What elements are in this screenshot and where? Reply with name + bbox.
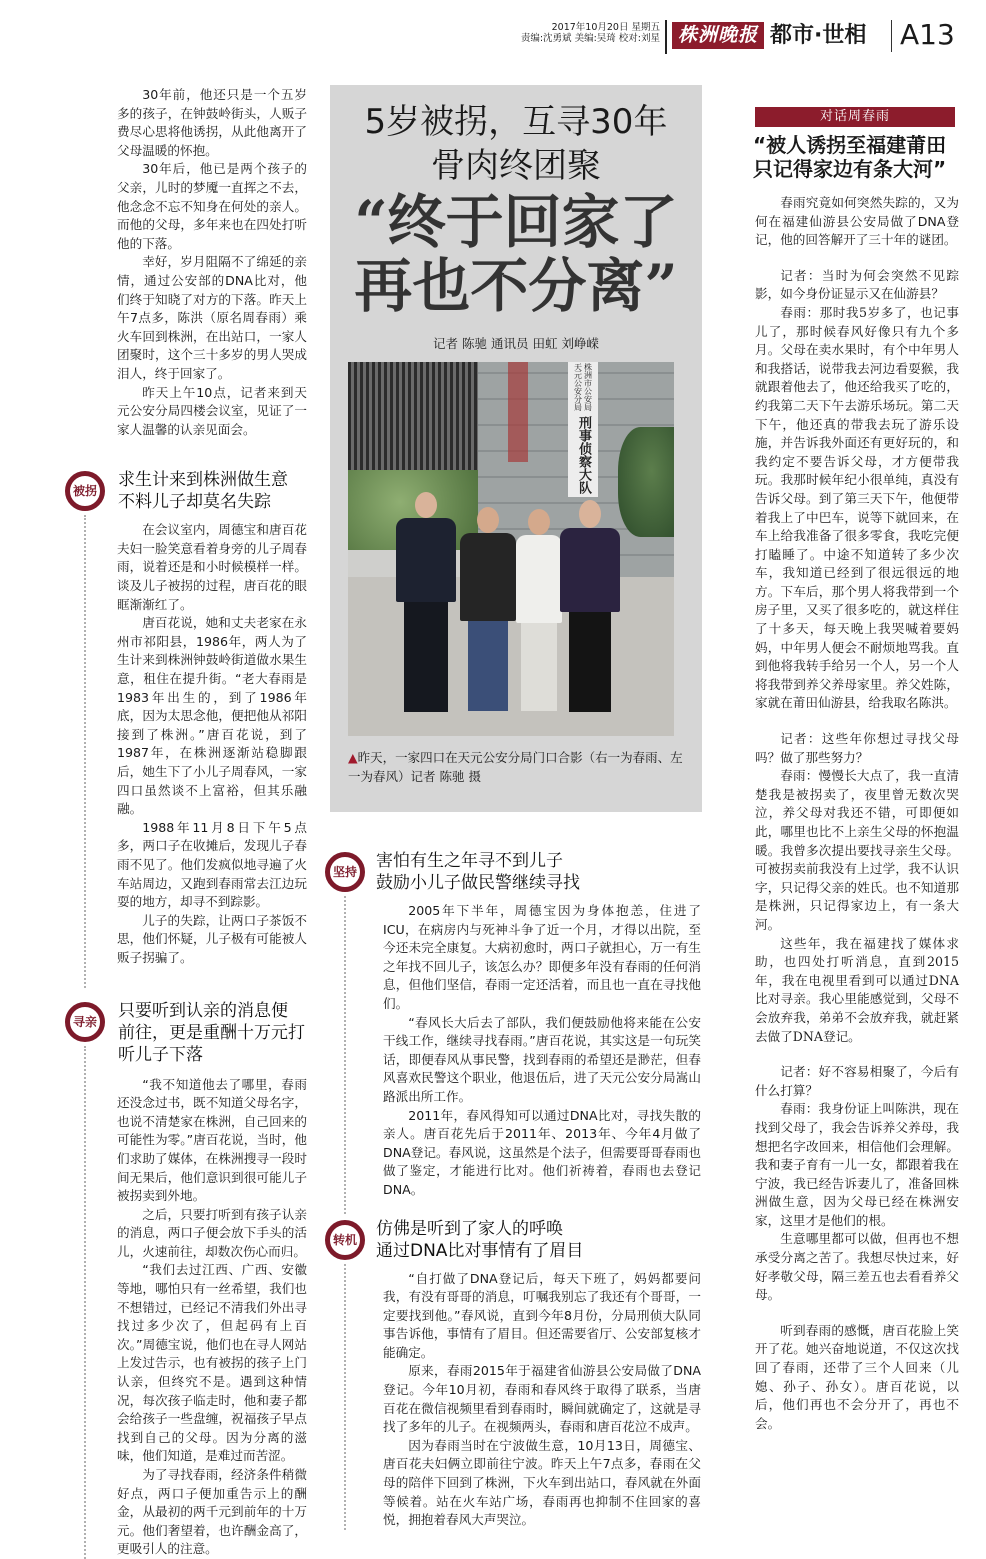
interview-answer: 春雨：我身份证上叫陈洪，现在找到父母了，我会告诉养父养母，我想把名字改回来，相信他们会理解。我和妻子育有一儿一女，都跟着我在宁波，我已经告诉妻儿了，准备回株洲做生意，因为父母已经在株洲安家，这里才是他们的根。 xyxy=(755,1101,959,1228)
section-kidnapped xyxy=(60,469,310,987)
headline-line: 只记得家边有条大河” xyxy=(753,157,947,181)
police-sign xyxy=(568,362,598,497)
photo-caption xyxy=(348,748,684,786)
masthead-meta xyxy=(500,22,660,44)
section-badge-kidnapped: 被拐 xyxy=(65,471,105,511)
middle-lower-column xyxy=(320,850,704,1530)
page-number: A13 xyxy=(900,18,955,51)
section-name: 都市·世相 xyxy=(770,23,867,48)
section-title-line: 鼓励小儿子做民警继续寻找 xyxy=(376,873,580,893)
section-title xyxy=(118,1000,310,1066)
paragraph: “春风长大后去了部队，我们便鼓励他将来能在公安干线工作，继续寻找春雨。”唐百花说，其实这是一句玩笑话，即便春风从事民警，找到春雨的希望还是渺茫，但春风喜欢民警这个职业，他退伍后，进了天元公安分局嵩山路派出所工作。 xyxy=(383,1014,701,1104)
paragraph: 因为春雨当时在宁波做生意，10月13日，周德宝、唐百花夫妇俩立即前往宁波。昨天上午7点多，春雨在父母的陪伴下回到了株洲，下火车到出站口，春风就在外面等候着。站在火车站广场，春雨再也抑制不住回家的喜悦，拥抱着春风大声哭泣。 xyxy=(383,1437,701,1528)
interview-answer: 生意哪里都可以做，但再也不想承受分离之苦了。我想尽快过来，好好孝敬父母，隔三差五也去看看养父母。 xyxy=(755,1231,959,1303)
paragraph: 2011年，春风得知可以通过DNA比对，寻找失散的亲人。唐百花先后于2011年、2013年、今年4月做了DNA登记。春风说，这虽然是个法子，但需要哥哥春雨也做了鉴定，才能进行比对。他们祈祷着，春雨也去登记DNA。 xyxy=(383,1107,701,1197)
paragraph: 为了寻找春雨，经济条件稍微好点，两口子便加重告示上的酬金，从最初的两千元到前年的十万元。他们奢望着，也许酬金高了，更吸引人的注意。 xyxy=(117,1467,307,1557)
interview-headline xyxy=(753,133,963,181)
left-column xyxy=(60,86,310,1559)
paragraph: 30年前，他还只是一个五岁多的孩子，在钟鼓岭街头，人贩子费尽心思将他诱拐，从此他离开了父母温暖的怀抱。 xyxy=(117,87,307,158)
interview-answer: 春雨：那时我5岁多了，也记事儿了，那时候春风好像只有九个多月。父母在卖水果时，有个中年男人和我搭话，说带我去河边看耍猴，我就跟着他去了，他还给我买了吃的，约我第二天下午去游乐场玩。第二天下午，他还真的带我去玩了游乐设施，并告诉我外面还有更好玩的，和我约定不要告诉父母，才方便带我玩。我那时候年纪小很单纯，真没有告诉父母。到了第三天下午，他便带着我上了中巴车，说等下就回来，在车上给我准备了很多零食，我吃完便打瞌睡了。中途不知道转了多少次车，我知道已经到了很远很远的地方。下车后，那个男人将我带到一个房子里，又买了很多吃的，就这样住了十多天，每天晚上我哭喊着要妈妈，中年男人便会不耐烦地骂我。直到他将我转手给另一个人，另一个人将我带到养父养母家里。养父姓陈，家就在莆田仙游县，给我取名陈洪。 xyxy=(755,304,959,711)
interview-body xyxy=(755,194,959,1433)
section-body xyxy=(117,521,307,987)
quote-headline xyxy=(330,190,702,318)
interview-question: 记者：好不容易相聚了，今后有什么打算？ xyxy=(755,1064,959,1098)
section-body xyxy=(117,1076,307,1559)
section-title-line: 求生计来到株洲做生意 xyxy=(118,470,288,491)
section-title xyxy=(376,1218,704,1262)
interview-answer: 这些年，我在福建找了媒体求助，也四处打听消息，直到2015年，我在电视里看到可以通过DNA比对寻亲。我心里能感觉到，父母不会放弃我，弟弟不会放弃我，就赶紧去做了DNA登记。 xyxy=(755,935,959,1044)
paragraph: 30年后，他已是两个孩子的父亲，儿时的梦魇一直挥之不去，他念念不忘不知身在何处的亲人。而他的父母，多年来也在四处打听他的下落。 xyxy=(117,161,307,251)
section-badge-persist: 坚持 xyxy=(325,852,365,892)
sign-text: 株洲市公安局 xyxy=(583,363,593,411)
person-chunyu xyxy=(560,500,620,722)
sign-text: 天元公安分局 xyxy=(573,363,583,411)
interview-answer: 春雨：慢慢长大点了，我一直清楚我是被拐卖了，夜里曾无数次哭泣，养父母对我还不错，可即便如此，哪里也比不上亲生父母的怀抱温暖。我曾多次提出要找寻亲生父母。可被拐卖前我没有上过学，我不认识字，只记得父亲的姓氏。也不知道那是株洲，只记得家边上，有一条大河。 xyxy=(755,768,959,932)
quote-line: “终于回家了 xyxy=(354,188,678,256)
section-title xyxy=(118,469,310,513)
issue-date: 2017年10月20日 星期五 xyxy=(551,22,660,33)
section-body xyxy=(383,902,701,1214)
headline xyxy=(330,100,702,188)
editor-credits: 责编:沈勇斌 美编:吴琦 校对:刘星 xyxy=(520,33,660,44)
sign-text: 刑事侦察大队 xyxy=(576,416,591,494)
headline-line: “被人诱拐至福建莆田 xyxy=(753,133,947,157)
section-title-line: 仿佛是听到了家人的呼唤 xyxy=(376,1218,563,1239)
newspaper-logo: 株洲晚报 xyxy=(672,22,764,49)
section-header xyxy=(320,1218,704,1262)
paragraph: 幸好，岁月阻隔不了绵延的亲情，通过公安部的DNA比对，他们终于知晓了对方的下落。昨天上午7点多，陈洪（原名周春雨）乘火车回到株洲，在出站口，一家人团聚时，这个三十多岁的男人哭成泪人，终于回家了。 xyxy=(117,254,307,381)
section-search xyxy=(60,1000,310,1559)
interview-question: 记者：当时为何会突然不见踪影，如今身份证显示又在仙游县？ xyxy=(755,267,959,302)
section-header xyxy=(60,1000,310,1066)
person-mother xyxy=(460,507,516,722)
paragraph: “自打做了DNA登记后，每天下班了，妈妈都要问我，有没有哥哥的消息，叮嘱我别忘了我还有个哥哥，一定要找到他。”春风说，直到今年8月份，分局刑侦大队同事告诉他，事情有了眉目。但还需要省厅、公安部复核才能确定。 xyxy=(383,1270,701,1360)
section-title-line: 害怕有生之年寻不到儿子 xyxy=(376,851,563,871)
photo-plant xyxy=(618,427,674,537)
paragraph: 1988年11月8日下午5点多，两口子在收摊后，发现儿子春雨不见了。他们发疯似地寻遍了火车站周边，又跑到春雨常去江边玩耍的地方，却寻不到踪影。 xyxy=(117,819,307,910)
section-badge-turning-point: 转机 xyxy=(325,1220,365,1260)
family-photo xyxy=(348,362,674,736)
paragraph: 唐百花说，她和丈夫老家在永州市祁阳县，1986年，两人为了生计来到株洲钟鼓岭街道做水果生意，租住在提升街。“老大春雨是1983年出生的，到了1986年底，因为太思念他，便把他从祁阳接到了株洲。”唐百花说，到了1987年，在株洲逐渐站稳脚跟后，她生下了小儿子周春风，一家四口虽然谈不上富裕，但其乐融融。 xyxy=(117,615,307,817)
section-title-line: 通过DNA比对事情有了眉目 xyxy=(376,1240,584,1261)
section-header xyxy=(60,469,310,513)
paragraph: 之后，只要打听到有孩子认亲的消息，两口子便会放下手头的活儿，火速前往，却数次伤心而归。 xyxy=(117,1206,307,1259)
person-father xyxy=(516,509,562,721)
closing-paragraph: 听到春雨的感慨，唐百花脸上笑开了花。她兴奋地说道，不仅这次找回了春雨，还带了三个人回来（儿媳、孙子、孙女）。唐百花说，以后，他们再也不会分开了，再也不会。 xyxy=(755,1322,959,1431)
section-title-line: 前往，更是重酬十万元打 xyxy=(118,1022,305,1043)
interview-question: 记者：这些年你想过寻找父母吗？做了那些努力？ xyxy=(755,731,959,765)
headline-line: 5岁被拐，互寻30年 xyxy=(364,102,668,142)
paragraph: 儿子的失踪，让两口子茶饭不思，他们怀疑，儿子极有可能被人贩子拐骗了。 xyxy=(117,912,307,965)
photo-red-banner xyxy=(508,362,528,462)
masthead-divider xyxy=(891,20,892,52)
section-turning-point xyxy=(320,1218,704,1530)
person-police-officer xyxy=(396,492,456,722)
section-title-line: 只要听到认亲的消息便 xyxy=(118,1000,288,1021)
paragraph: 在会议室内，周德宝和唐百花夫妇一脸笑意看着身旁的儿子周春雨，说着还是和小时候模样一样。谈及儿子被拐的过程，唐百花的眼眶渐渐红了。 xyxy=(117,522,307,612)
paragraph: “我们去过江西、广西、安徽等地，哪怕只有一丝希望，我们也不想错过，已经记不清我们外出寻找过多少次了，但起码有上百次。”周德宝说，他们也在寻人网站上发过告示，也有被拐的孩子上门认亲，但终究不是。遇到这种情况，每次孩子临走时，他和妻子都会给孩子一些盘缠，祝福孩子早点找到自己的父母。因为分离的滋味，他们知道，是难过而苦涩。 xyxy=(117,1262,307,1464)
section-title-line: 听儿子下落 xyxy=(118,1044,203,1065)
article-intro xyxy=(117,86,307,439)
paragraph: “我不知道他去了哪里，春雨还没念过书，既不知道父母名字，也说不清楚家在株洲，自己回来的可能性为零。”唐百花说，当时，他们求助了媒体，在株洲搜寻一段时间无果后，他们意识到很可能儿子被拐卖到外地。 xyxy=(117,1076,307,1204)
section-header xyxy=(320,850,704,894)
sign-small-text xyxy=(568,362,598,416)
quote-line: 再也不分离” xyxy=(354,252,678,320)
paragraph: 原来，春雨2015年于福建省仙游县公安局做了DNA登记。今年10月初，春雨和春风终于取得了联系，当唐百花在微信视频里看到春雨时，瞬间就确定了，这就是寻找了多年的儿子。在视频两头，春雨和唐百花泣不成声。 xyxy=(383,1363,701,1435)
interview-label: 对话周春雨 xyxy=(755,107,955,127)
section-persist xyxy=(320,850,704,1214)
section-badge-search: 寻亲 xyxy=(65,1002,105,1042)
section-title-line: 不料儿子却莫名失踪 xyxy=(118,492,271,513)
paragraph: 昨天上午10点，记者来到天元公安分局四楼会议室，见证了一家人温馨的认亲见面会。 xyxy=(117,384,307,437)
masthead-divider xyxy=(665,20,667,54)
byline: 记者 陈驰 通讯员 田虹 刘峥嵘 xyxy=(433,336,599,351)
section-body xyxy=(383,1270,701,1530)
caption-text: 昨天，一家四口在天元公安分局门口合影（右一为春雨、左一为春风）记者 陈驰 摄 xyxy=(348,750,683,784)
paragraph: 2005年下半年，周德宝因为身体抱恙，住进了ICU，在病房内与死神斗争了近一个月，才得以出院，至今还未完全康复。大病初愈时，两口子就担心，万一有生之年找不回儿子，该怎么办？即便多年没有春雨的任何消息，但他们坚信，春雨一定还活着，而且也一直在寻找他们。 xyxy=(383,903,701,1011)
caption-marker-icon: ▲ xyxy=(348,750,358,765)
paragraph: 春雨究竟如何突然失踪的，又为何在福建仙游县公安局做了DNA登记，他的回答解开了三十年的谜团。 xyxy=(755,195,959,248)
section-title xyxy=(376,850,704,894)
headline-line: 骨肉终团聚 xyxy=(431,146,601,186)
